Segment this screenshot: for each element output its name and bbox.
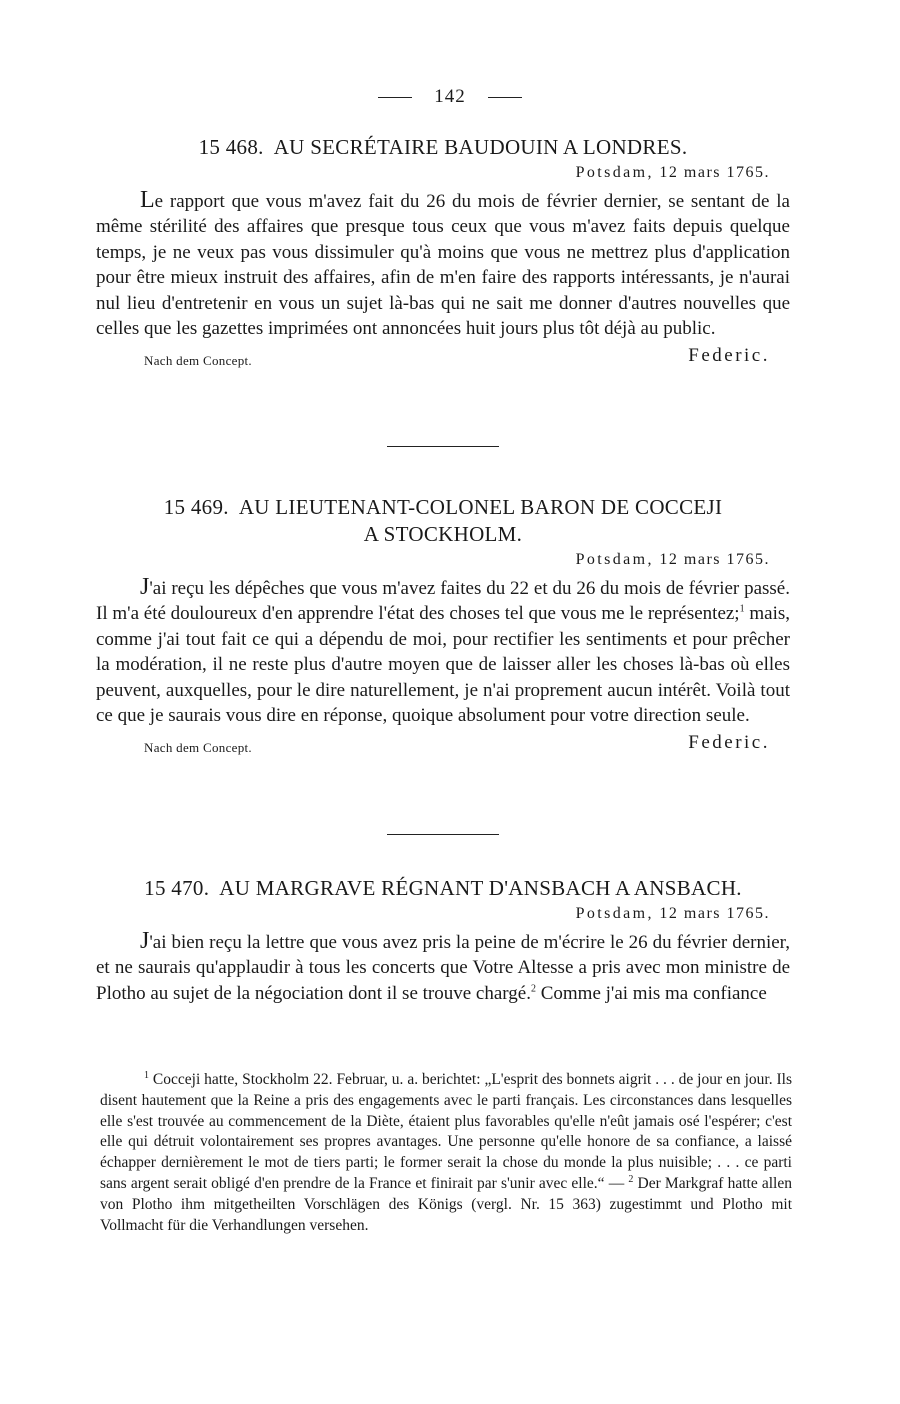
letter-initial: J [140,574,150,600]
letter-signature: Federic. [688,345,770,367]
section-separator [387,446,499,447]
page-number-value: 142 [434,86,466,107]
letter-dateline [96,551,790,569]
letter-body [96,575,790,728]
letter-body-text-a: 'ai reçu les dépêches que vous m'avez faites du 22 et du 26 du mois de février passé. Il m'a été douloureux d'en apprendre l'état des choses tel que vous me le représentez; [96,578,790,625]
letter-15470 [96,875,790,1006]
letter-source-note: Nach dem Concept. [144,740,252,756]
footnote-block [100,1070,792,1236]
letter-heading [96,494,790,548]
footnote-text-1: Cocceji hatte, Stockholm 22. Februar, u. a. berichtet: „L'esprit des bonnets aigrit . . . de jour en jour. Ils disent hautement que la Reine a pris des engagements avec le parti français. Les circonstances dans lesquelles elle s'est trouvée au commencement de la Diète, étaient plus favorables qu'elle n'eût jamais osé l'espérer; c'est elle qui détruit volontairement ses propres avantages. Une personne qu'elle honore de sa confiance, a laissé échapper dernièrement le mot de tiers parti; le former serait la chose du monde la plus nuisible; . . . ce parti sans argent serait obligé d'en prendre de la France et finirait par s'unir avec elle.“ — [100,1071,792,1192]
letter-number: 15 468. [198,135,264,159]
letter-heading [96,134,790,161]
footnote-marker-2: 2 [628,1173,634,1185]
letter-heading [96,875,790,902]
page-number [0,86,900,108]
footnote-marker-1: 1 [144,1069,149,1081]
letter-source-note: Nach dem Concept. [144,353,252,369]
footnote-reference: 1 [739,604,745,616]
letter-body-text-b: mais, comme j'ai tout fait ce qui a dépendu de moi, pour rectifier les sentiments et pour prêcher la modération, il ne reste plus d'autre moyen que de laisser aller les choses là-bas où elles peuvent, auxquelles, pour le dire naturellement, je n'ai proprement aucun intérêt. Voilà tout ce que je saurais vous dire en réponse, quoique absolument pour votre direction seule. [96,603,790,727]
letter-body-text-a: 'ai bien reçu la lettre que vous avez pris la peine de m'écrire le 26 du février dernier, et ne saurais qu'applaudir à tous les concerts que Votre Altesse a pris avec mon ministre de Plotho au sujet de la négociation dont il se trouve chargé. [96,932,790,1004]
page-number-dash-left [378,97,412,98]
letter-dateline [96,164,790,182]
letter-signature: Federic. [688,732,770,754]
letter-place: Potsdam, [575,551,654,568]
letter-date: 12 mars 1765. [659,551,770,568]
letter-date: 12 mars 1765. [659,905,770,922]
page-number-dash-right [488,97,522,98]
letter-addressee-line2: A STOCKHOLM. [363,522,523,546]
letter-addressee: AU MARGRAVE RÉGNANT D'ANSBACH A ANSBACH. [219,876,742,900]
footnote-text-2: Der Markgraf hatte allen von Plotho ihm mitgetheilten Vorschlägen des Königs (vergl. Nr. 15 363) zugestimmt und Plotho mit Vollmacht für die Verhandlungen versehen. [100,1174,792,1234]
letter-number: 15 470. [144,876,210,900]
letter-signature-row [96,345,790,373]
letter-place: Potsdam, [575,164,654,181]
letter-15469 [96,494,790,760]
letter-number: 15 469. [163,495,229,519]
footnote-reference: 2 [530,983,536,995]
letter-addressee: AU SECRÉTAIRE BAUDOUIN A LONDRES. [273,135,688,159]
letter-place: Potsdam, [575,905,654,922]
letter-addressee: AU LIEUTENANT-COLONEL BARON DE COCCEJI [238,495,723,519]
letter-body [96,188,790,341]
footnotes [100,1070,792,1236]
letter-body [96,929,790,1006]
letter-body-text-b: Comme j'ai mis ma confiance [535,982,767,1004]
letter-date: 12 mars 1765. [659,164,770,181]
letter-body-text: e rapport que vous m'avez fait du 26 du mois de février dernier, se sentant de la même stérilité des affaires que presque tous ceux que vous m'avez faits depuis quelque temps, je ne veux pas vous dissimuler qu'à moins que vous ne mettrez plus d'application pour être mieux instruit des affaires, afin de m'en faire des rapports intéressants, je n'aurai nul lieu d'entretenir en vous un sujet là-bas qui ne sait me donner d'autres nouvelles que celles que les gazettes imprimées ont annoncées huit jours plus tôt déjà au public. [96,191,790,340]
letter-signature-row [96,732,790,760]
letter-initial: L [140,187,155,213]
letter-15468 [96,134,790,373]
section-separator [387,834,499,835]
letter-dateline [96,905,790,923]
letter-initial: J [140,928,150,954]
